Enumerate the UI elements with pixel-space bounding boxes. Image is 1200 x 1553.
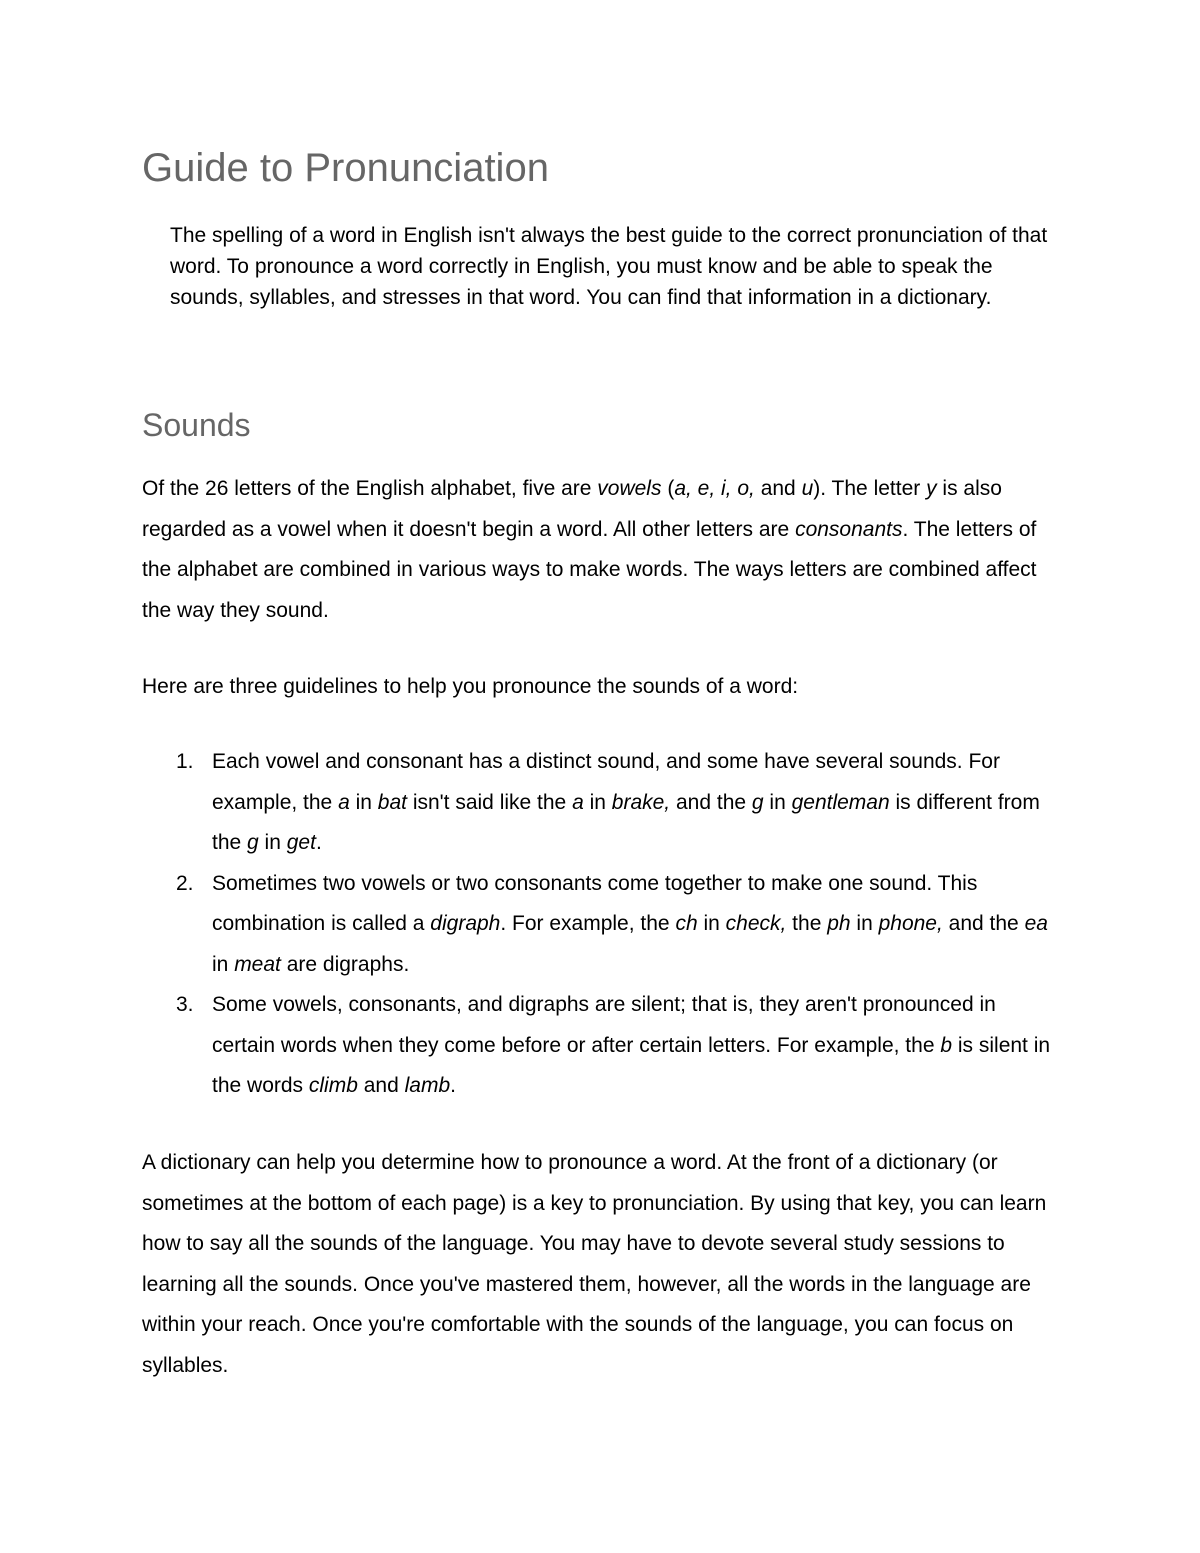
italic-term: g bbox=[751, 790, 764, 814]
italic-term: g bbox=[247, 831, 259, 854]
page-title: Guide to Pronunciation bbox=[142, 146, 549, 190]
text: Each vowel and consonant has a distinct sound, and some have several sounds. For example, the bbox=[212, 750, 1000, 814]
text: is also regarded as a vowel when it doesn't begin a word. All other letters are bbox=[142, 477, 1002, 541]
text: Of the 26 letters of the English alphabet, five are bbox=[142, 477, 598, 500]
italic-term: vowels bbox=[597, 477, 662, 500]
italic-term: consonants bbox=[795, 517, 903, 541]
section-heading-sounds: Sounds bbox=[142, 407, 251, 443]
paragraph-dictionary: A dictionary can help you determine how to pronounce a word. At the front of a dictionary (or sometimes at the bottom of each page) is a key to pronunciation. By using that key, you can learn how to say all the sounds of the language. You may have to devote several study sessions to learning all the sounds. Once you've mastered them, however, all the words in the language are within your reach. Once you're comfortable with the sounds of the language, you can focus on syllables. bbox=[142, 1151, 1047, 1377]
italic-term: lamb bbox=[404, 1074, 451, 1097]
list-item bbox=[142, 985, 1062, 1107]
italic-term: ch bbox=[675, 912, 698, 935]
text: . bbox=[450, 1074, 456, 1097]
text: Sometimes two vowels or two consonants come together to make one sound. This combination is called a bbox=[212, 871, 978, 935]
text: . For example, the bbox=[500, 912, 676, 935]
italic-term: check, bbox=[725, 912, 787, 935]
italic-term: a, e, i, o, bbox=[674, 477, 755, 500]
text: . The letters of the alphabet are combined in various ways to make words. The ways letters are combined affect the way they sound. bbox=[142, 517, 1037, 622]
list-item bbox=[142, 742, 1062, 864]
text: in bbox=[583, 790, 612, 814]
text: in bbox=[258, 831, 287, 854]
italic-term: digraph bbox=[430, 912, 501, 935]
list-number: 3. bbox=[176, 993, 194, 1016]
text: and the bbox=[942, 912, 1025, 935]
text: are digraphs. bbox=[280, 952, 410, 976]
text: in bbox=[763, 790, 792, 814]
text: Some vowels, consonants, and digraphs are silent; that is, they aren't pronounced in certain words when they come before or after certain letters. For example, the bbox=[212, 993, 996, 1057]
text: and the bbox=[670, 790, 752, 814]
text: in bbox=[697, 912, 726, 935]
paragraph-guidelines-intro: Here are three guidelines to help you pronounce the sounds of a word: bbox=[142, 675, 799, 698]
italic-term: meat bbox=[234, 952, 281, 976]
italic-term: get bbox=[286, 831, 316, 854]
text: in bbox=[850, 912, 879, 935]
italic-term: ea bbox=[1024, 912, 1048, 935]
italic-term: u bbox=[801, 477, 814, 500]
italic-term: bat bbox=[377, 790, 407, 814]
text: and bbox=[357, 1074, 405, 1097]
list-item bbox=[142, 864, 1062, 986]
text: the bbox=[786, 912, 828, 935]
text: ( bbox=[661, 477, 675, 500]
italic-term: gentleman bbox=[791, 790, 890, 814]
text: in bbox=[349, 790, 378, 814]
italic-term: brake, bbox=[611, 790, 671, 814]
text: in bbox=[212, 952, 235, 976]
italic-term: climb bbox=[308, 1074, 358, 1097]
italic-term: phone, bbox=[878, 912, 943, 935]
text: isn't said like the bbox=[406, 790, 573, 814]
list-number: 2. bbox=[176, 871, 194, 895]
text: . bbox=[315, 831, 322, 854]
italic-term: a bbox=[338, 790, 350, 814]
list-number: 1. bbox=[176, 750, 194, 773]
text: ). The letter bbox=[813, 477, 927, 500]
italic-term: a bbox=[572, 790, 584, 814]
guidelines-list bbox=[142, 742, 1062, 1107]
italic-term: y bbox=[926, 477, 937, 500]
text: is different from the bbox=[212, 790, 1040, 854]
italic-term: ph bbox=[827, 912, 851, 935]
paragraph-alphabet bbox=[142, 469, 1062, 631]
text: is silent in the words bbox=[212, 1033, 1051, 1097]
italic-term: b bbox=[940, 1033, 953, 1057]
intro-paragraph: The spelling of a word in English isn't always the best guide to the correct pronunciation of that word. To pronounce a word correctly in English, you must know and be able to speak the sounds, syllables, and stresses in that word. You can find that information in a dictionary. bbox=[170, 224, 1048, 309]
text: and bbox=[754, 477, 802, 500]
